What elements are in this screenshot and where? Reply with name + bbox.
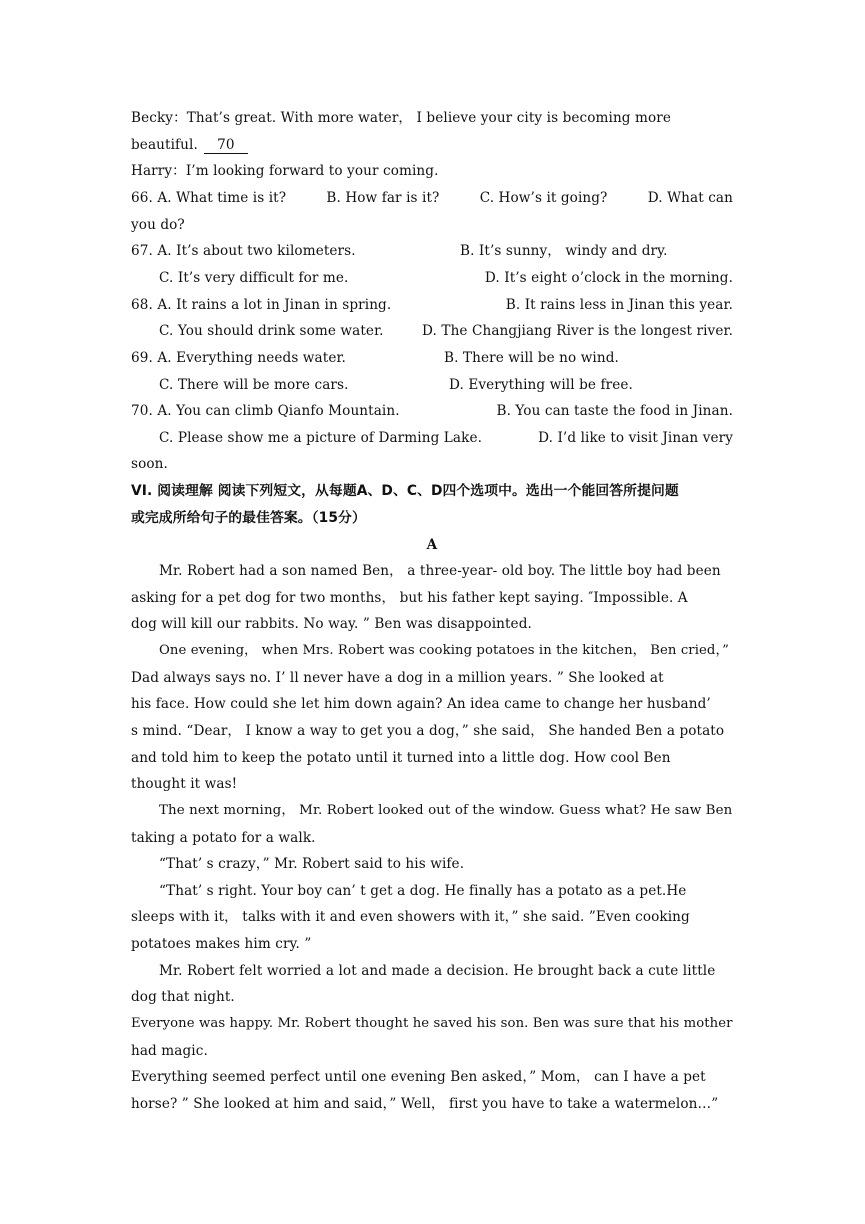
passage-line: had magic. [131, 1043, 208, 1059]
q70-option-d: D. I’d like to visit Jinan very [538, 430, 733, 446]
q69-option-d: D. Everything will be free. [449, 377, 633, 393]
passage-line: The next morning， Mr. Robert looked out of the window. Guess what? He saw Ben [159, 803, 733, 818]
question-70-cont [131, 455, 733, 473]
q68-option-c: C. You should drink some water. [159, 323, 384, 339]
passage-line: dog that night. [131, 989, 235, 1005]
q69-option-b: B. There will be no wind. [444, 350, 619, 366]
passage-line: One evening， when Mrs. Robert was cooking potatoes in the kitchen， Ben cried，” [159, 643, 730, 658]
q68-option-a: 68. A. It rains a lot in Jinan in spring. [131, 297, 392, 313]
passage-label: A [426, 537, 438, 553]
question-67-row-1 [131, 242, 733, 260]
q70-option-a: 70. A. You can climb Qianfo Mountain. [131, 403, 400, 419]
passage-line: and told him to keep the potato until it turned into a little dog. How cool Ben [131, 750, 671, 766]
passage-line: Everyone was happy. Mr. Robert thought he saved his son. Ben was sure that his mother [131, 1016, 733, 1031]
q66-option-b: B. How far is it? [326, 190, 440, 206]
passage-line: taking a potato for a walk. [131, 830, 316, 846]
passage-line: Mr. Robert had a son named Ben， a three-year- old boy. The little boy had been [159, 563, 721, 579]
question-69-row-1 [131, 349, 733, 367]
q66-option-a: 66. A. What time is it? [131, 190, 287, 206]
passage-line: “That’ s right. Your boy can’ t get a dog. He finally has a potato as a pet.He [159, 883, 687, 899]
passage-line: Everything seemed perfect until one evening Ben asked，” Mom， can I have a pet [131, 1069, 706, 1085]
question-68-row-2 [159, 322, 733, 340]
q67-option-a: 67. A. It’s about two kilometers. [131, 243, 356, 259]
q70-option-c: C. Please show me a picture of Darming Lake. [159, 430, 483, 446]
passage-line: dog will kill our rabbits. No way. ” Ben was disappointed. [131, 616, 532, 632]
question-67-row-2 [159, 269, 733, 287]
becky-text-2: beautiful. [131, 137, 198, 153]
q66-option-c: C. How’s it going? [479, 190, 608, 206]
q67-option-c: C. It’s very difficult for me. [159, 270, 349, 286]
passage-line: his face. How could she let him down again? An idea came to change her husband’ [131, 696, 711, 712]
q67-option-b: B. It’s sunny， windy and dry. [460, 243, 668, 259]
q67-option-d: D. It’s eight o’clock in the morning. [484, 270, 733, 286]
dialogue-becky-line-1 [131, 109, 733, 127]
question-70-row-2 [159, 429, 733, 447]
dialogue-becky-line-2 [131, 136, 733, 154]
passage-line: “That’ s crazy，” Mr. Robert said to his wife. [159, 856, 465, 872]
q68-option-d: D. The Changjiang River is the longest river. [422, 323, 733, 339]
q70-option-d-cont: soon. [131, 456, 168, 472]
question-69-row-2 [159, 376, 733, 394]
passage-line: thought it was! [131, 776, 238, 792]
question-66-cont [131, 216, 733, 234]
passage-line: s mind. “Dear， I know a way to get you a dog，” she said， She handed Ben a potato [131, 723, 725, 739]
q70-option-b: B. You can taste the food in Jinan. [496, 403, 733, 419]
section-heading-line-1: VI. 阅读理解 阅读下列短文，从每题A、D、C、D四个选项中。选出一个能回答所提问题 [131, 483, 679, 499]
passage-line: asking for a pet dog for two months， but his father kept saying. ″Impossible. A [131, 590, 688, 606]
passage-line: potatoes makes him cry. ” [131, 936, 312, 952]
question-68-row-1 [131, 296, 733, 314]
dialogue-harry-line [131, 162, 733, 180]
answer-blank-70: 70 [204, 138, 248, 154]
q66-option-d: D. What can [647, 190, 733, 206]
question-66 [131, 189, 733, 207]
q66-option-d-cont: you do? [131, 217, 185, 233]
section-heading-line-2: 或完成所给句子的最佳答案。（15分） [131, 510, 366, 526]
q69-option-c: C. There will be more cars. [159, 377, 349, 393]
passage-line: Mr. Robert felt worried a lot and made a decision. He brought back a cute little [159, 963, 716, 979]
q68-option-b: B. It rains less in Jinan this year. [505, 297, 733, 313]
question-70-row-1 [131, 402, 733, 420]
becky-text-1: Becky：That’s great. With more water， I believe your city is becoming more [131, 110, 672, 126]
passage-line: sleeps with it， talks with it and even showers with it，” she said. ”Even cooking [131, 909, 690, 925]
harry-text: Harry：I’m looking forward to your coming. [131, 163, 439, 179]
passage-line: horse? ” She looked at him and said，” Well， first you have to take a watermelon…” [131, 1096, 719, 1112]
passage-line: Dad always says no. I’ ll never have a dog in a million years. ” She looked at [131, 670, 664, 686]
q69-option-a: 69. A. Everything needs water. [131, 350, 346, 366]
